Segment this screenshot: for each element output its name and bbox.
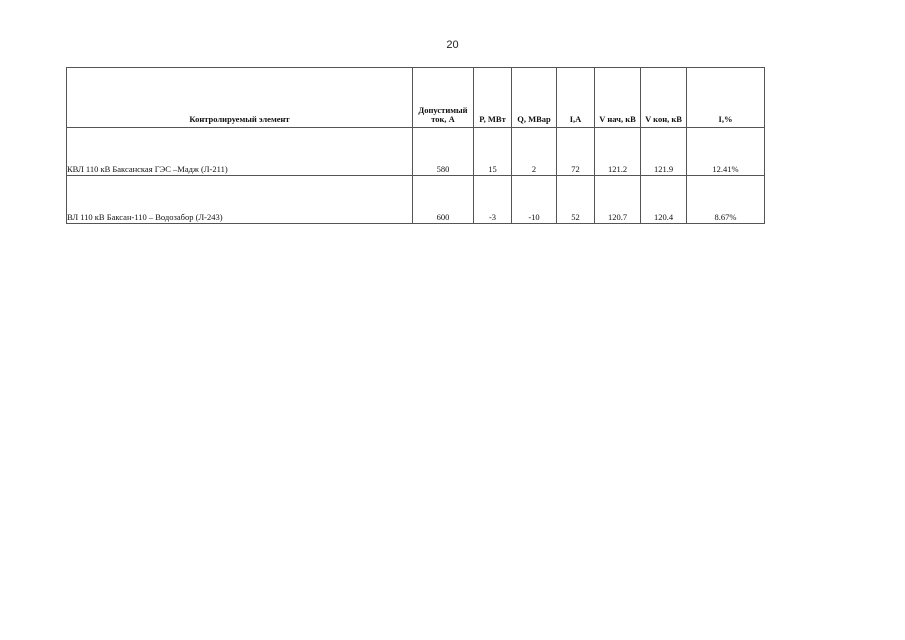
cell-v-end: 120.4 (641, 176, 687, 224)
page-number: 20 (446, 39, 459, 51)
cell-i-percent: 8.67% (687, 176, 765, 224)
cell-element: ВЛ 110 кВ Баксан-110 – Водозабор (Л-243) (67, 176, 413, 224)
header-v-end: V кон, кВ (641, 68, 687, 128)
header-i-percent: I,% (687, 68, 765, 128)
table-row (67, 128, 765, 176)
cell-q: 2 (512, 128, 557, 176)
cell-v-start: 121.2 (595, 128, 641, 176)
cell-v-end: 121.9 (641, 128, 687, 176)
cell-allowed-current: 600 (413, 176, 474, 224)
cell-i: 72 (557, 128, 595, 176)
cell-element: КВЛ 110 кВ Баксанская ГЭС –Мадж (Л-211) (67, 128, 413, 176)
header-v-start: V нач, кВ (595, 68, 641, 128)
cell-i: 52 (557, 176, 595, 224)
header-q: Q, МВар (512, 68, 557, 128)
data-table (66, 67, 765, 224)
table-row (67, 176, 765, 224)
cell-q: -10 (512, 176, 557, 224)
header-allowed-current: Допустимый ток, А (413, 68, 474, 128)
cell-v-start: 120.7 (595, 176, 641, 224)
cell-p: -3 (474, 176, 512, 224)
cell-p: 15 (474, 128, 512, 176)
header-i: I,A (557, 68, 595, 128)
cell-i-percent: 12.41% (687, 128, 765, 176)
table-header-row (67, 68, 765, 128)
cell-allowed-current: 580 (413, 128, 474, 176)
header-p: P, МВт (474, 68, 512, 128)
header-controlled-element: Контролируемый элемент (67, 68, 413, 128)
